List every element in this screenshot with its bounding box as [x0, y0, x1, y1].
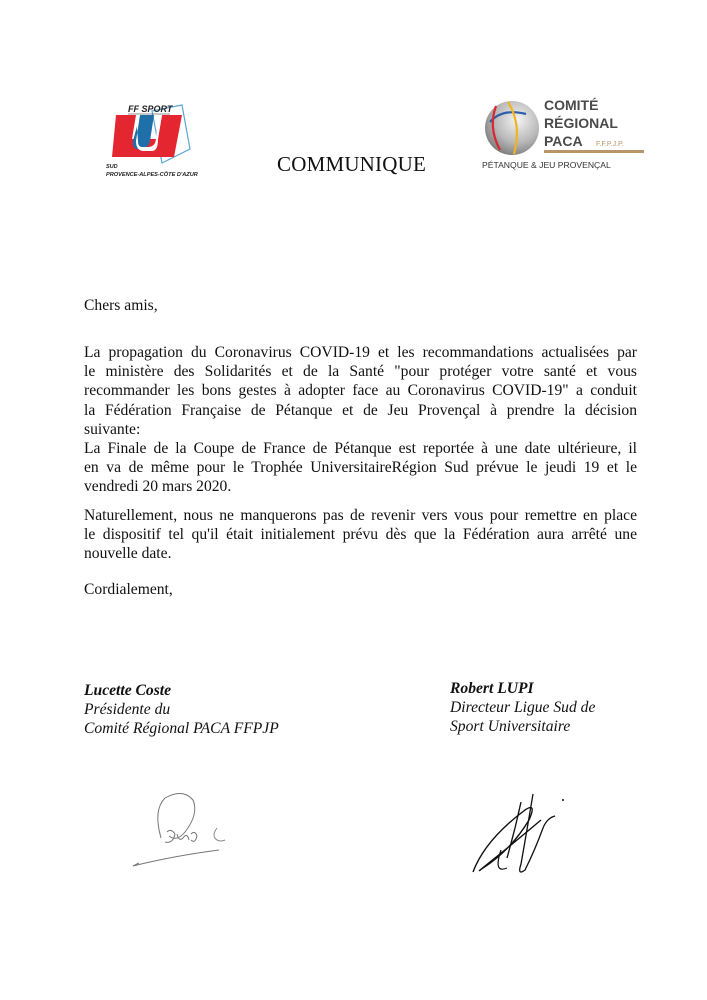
ff-sport-u-emblem-icon	[100, 97, 200, 182]
signatory-right	[450, 679, 595, 736]
closing: Cordialement,	[84, 581, 173, 598]
signatory-title: Sport Universitaire	[450, 718, 571, 735]
text-line: le dispositif tel qu'il était initialement prévu dès que la Fédération aura arrêté une	[84, 526, 637, 544]
ff-sport-u-logo	[100, 97, 200, 182]
signature-icon	[103, 770, 243, 880]
svg-text:PACA: PACA	[544, 133, 583, 149]
svg-text:PROVENCE-ALPES-CÔTE D'AZUR: PROVENCE-ALPES-CÔTE D'AZUR	[106, 172, 198, 178]
text-line: la Fédération Française de Pétanque et de Jeu Provençal à prendre la décision	[84, 401, 637, 419]
document-title: COMMUNIQUE	[277, 152, 426, 176]
signatory-title: Directeur Ligue Sud de	[450, 699, 596, 716]
comite-regional-paca-logo	[478, 88, 650, 180]
handwritten-signature-left	[103, 770, 243, 880]
text-line: nouvelle date.	[84, 545, 172, 563]
text-line: Naturellement, nous ne manquerons pas de revenir vers vous pour remettre en place	[84, 507, 637, 524]
text-line: vendredi 20 mars 2020.	[84, 478, 232, 496]
signature-icon	[455, 780, 575, 885]
text-line: La propagation du Coronavirus COVID-19 et les recommandations actualisées par	[84, 344, 637, 361]
signatory-name: Robert LUPI	[450, 680, 534, 697]
svg-text:FF SPORT: FF SPORT	[128, 104, 173, 114]
svg-text:SUD: SUD	[106, 164, 118, 170]
signatory-left	[84, 681, 279, 738]
signatory-title: Présidente du	[84, 701, 171, 718]
paragraph-announcement	[84, 343, 637, 497]
text-line: suivante:	[84, 420, 141, 438]
signatory-title: Comité Régional PACA FFPJP	[84, 720, 279, 737]
text-line: recommander les bons gestes à adopter face au Coronavirus COVID-19" a conduit	[84, 382, 637, 400]
text-line: le ministère des Solidarités et de la Santé "pour protéger votre santé et vous	[84, 363, 637, 381]
svg-text:COMITÉ: COMITÉ	[544, 97, 599, 113]
petanque-ball-logo-icon	[478, 88, 650, 180]
svg-text:PÉTANQUE & JEU PROVENÇAL: PÉTANQUE & JEU PROVENÇAL	[482, 160, 611, 170]
greeting: Chers amis,	[84, 297, 158, 314]
signatory-name: Lucette Coste	[84, 682, 172, 699]
text-line: en va de même pour le Trophée UniversitaireRégion Sud prévue le jeudi 19 et le	[84, 459, 637, 477]
svg-text:RÉGIONAL: RÉGIONAL	[544, 115, 618, 131]
paragraph-follow-up	[84, 506, 637, 564]
svg-text:F.F.P.J.P.: F.F.P.J.P.	[596, 141, 624, 148]
text-line: La Finale de la Coupe de France de Pétanque est reportée à une date ultérieure, il	[84, 440, 637, 458]
handwritten-signature-right	[455, 780, 575, 885]
